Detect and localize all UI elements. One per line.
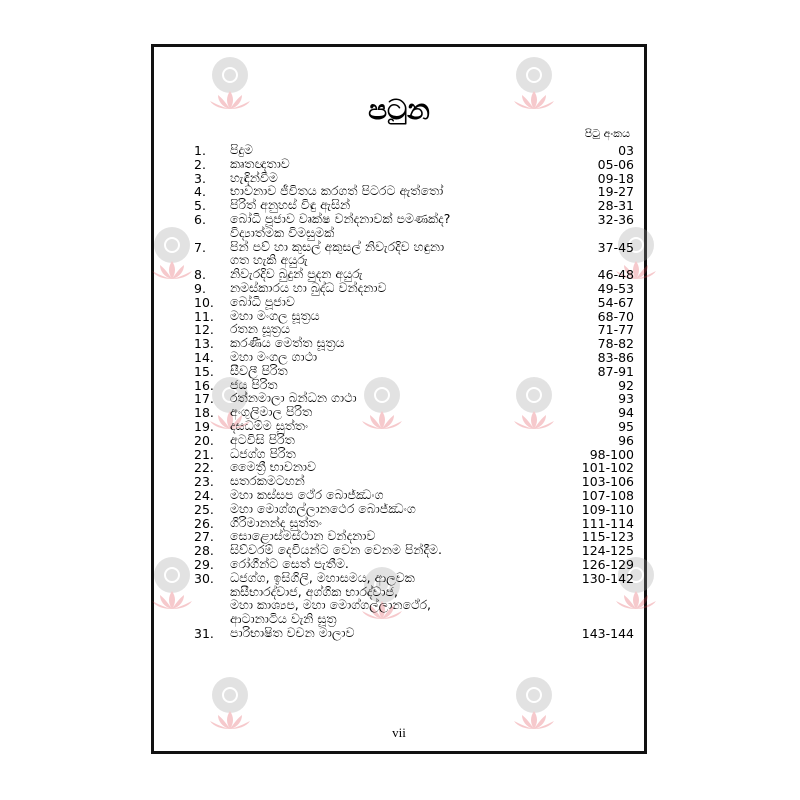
- toc-entry-title: පින් පව් හා කුසල් අකුසල් නිවැරදිව හඳුනා ගත හැකි අයුරු: [230, 238, 445, 268]
- toc-entry-page: 46-48: [597, 267, 634, 283]
- toc-entry-page: 71-77: [597, 322, 634, 338]
- toc-entry-number: 14.: [194, 349, 214, 365]
- toc-entry-page: 115-123: [581, 529, 634, 545]
- toc-entry-number: 16.: [194, 377, 214, 393]
- toc-entry: [194, 198, 634, 212]
- toc-entry-number: 17.: [194, 391, 214, 407]
- toc-entry-number: 13.: [194, 336, 214, 352]
- toc-entry-title: සීවලී පිරිත: [230, 362, 288, 378]
- toc-entry: [194, 447, 634, 461]
- toc-entry-page: 54-67: [597, 294, 634, 310]
- toc-entry-page: 96: [618, 432, 634, 448]
- toc-entry-page: 78-82: [597, 336, 634, 352]
- toc-entry-page: 111-114: [581, 515, 634, 531]
- toc-entry-number: 31.: [194, 625, 214, 641]
- toc-entry-number: 28.: [194, 543, 214, 559]
- toc-entry-number: 3.: [194, 170, 206, 186]
- toc-entry: [194, 240, 634, 268]
- toc-entry: [194, 571, 634, 626]
- toc-entry-title: රෝගීන්ට සෙත් පැතීම.: [230, 555, 349, 571]
- toc-entry-page: 92: [618, 377, 634, 393]
- toc-entry: [194, 143, 634, 157]
- toc-entry: [194, 212, 634, 240]
- toc-entry: [194, 405, 634, 419]
- watermark-logo-icon: [150, 227, 194, 283]
- toc-entry: [194, 350, 634, 364]
- toc-entry: [194, 502, 634, 516]
- toc-entry-page: 93: [618, 391, 634, 407]
- toc-entry-number: 4.: [194, 184, 206, 200]
- toc-entry-page: 03: [618, 143, 634, 158]
- page-title: පටුන: [368, 93, 430, 126]
- toc-entry-title: කෘතඥතාව: [230, 155, 290, 171]
- toc-entry: [194, 281, 634, 295]
- toc-entry-page: 68-70: [597, 308, 634, 324]
- toc-entry-page: 109-110: [581, 501, 634, 517]
- toc-entry-page: 19-27: [597, 184, 634, 200]
- toc-entry-title: පාරිභාෂිත වචන මාලාව: [230, 624, 355, 640]
- toc-entry: [194, 391, 634, 405]
- toc-entry-number: 30.: [194, 570, 214, 586]
- toc-entry-title: මෛත්‍රී භාවනාව: [230, 459, 316, 475]
- toc-entry: [194, 488, 634, 502]
- toc-entry-page: 103-106: [581, 474, 634, 490]
- toc-entry-page: 95: [618, 418, 634, 434]
- toc-entry-number: 7.: [194, 239, 206, 255]
- toc-entry-number: 20.: [194, 432, 214, 448]
- toc-entry-number: 24.: [194, 487, 214, 503]
- toc-entry-number: 10.: [194, 294, 214, 310]
- toc-entry-title: ධජග්ග, ඉසිගිලි, මහාසමය, ආලවක කසීභාරද්වාජ, අග්ගික භාරද්වාජ, මහා කාශ්‍යප, මහා මොග්ගල්ලානථේර, ආටානාටිය වැනි සූත්‍ර: [230, 569, 431, 627]
- toc-entry-page: 107-108: [581, 487, 634, 503]
- toc-entry-number: 12.: [194, 322, 214, 338]
- toc-entry: [194, 364, 634, 378]
- toc-entry: [194, 267, 634, 281]
- toc-entry-number: 5.: [194, 198, 206, 214]
- table-of-contents: [194, 143, 634, 640]
- toc-entry-number: 22.: [194, 460, 214, 476]
- toc-entry-page: 94: [618, 405, 634, 421]
- toc-entry-page: 37-45: [597, 239, 634, 255]
- toc-entry-title: රතන සූත්‍රය: [230, 321, 290, 337]
- watermark-logo-icon: [150, 557, 194, 613]
- toc-entry-number: 9.: [194, 280, 206, 296]
- page-number-column-header: පිටු අංකය: [584, 127, 630, 140]
- toc-entry-title: මහා මංගල ගාථා: [230, 348, 318, 364]
- toc-entry-title: බෝධි පූජාව: [230, 293, 295, 309]
- toc-entry-number: 21.: [194, 446, 214, 462]
- toc-entry-title: මහා මංගල සූත්‍රය: [230, 307, 320, 323]
- toc-entry-title: ධජග්ග පිරිත: [230, 445, 296, 461]
- toc-entry-number: 15.: [194, 363, 214, 379]
- toc-entry-page: 83-86: [597, 349, 634, 365]
- toc-entry-title: මහා කස්සප ථේර බොජ්ඣංග: [230, 486, 384, 502]
- toc-entry-title: සතරකමටහන්: [230, 473, 305, 489]
- toc-entry-title: නිවැරදිව බුදුන් පුදන අයුරු: [230, 266, 363, 282]
- toc-entry-page: 28-31: [597, 198, 634, 214]
- toc-entry-title: අටවිසි පිරිත: [230, 431, 295, 447]
- toc-entry-title: පිරිත් අනුහස් විඳු ඇසින්: [230, 197, 351, 213]
- toc-entry-page: 126-129: [581, 556, 634, 572]
- toc-entry-number: 23.: [194, 474, 214, 490]
- toc-entry: [194, 557, 634, 571]
- toc-entry-title: සිව්වරම් දෙවියන්ට වෙන වෙනම පින්දීම.: [230, 542, 442, 558]
- toc-entry-title: මහා මොග්ගල්ලානථෙර බොජ්ඣංග: [230, 500, 416, 516]
- toc-entry-page: 05-06: [597, 156, 634, 172]
- toc-entry: [194, 295, 634, 309]
- toc-entry-title: සොළොස්මස්ථාන වන්දනාව: [230, 528, 376, 544]
- toc-entry-number: 8.: [194, 267, 206, 283]
- book-page: [151, 44, 647, 754]
- toc-entry: [194, 309, 634, 323]
- toc-entry-title: කරණීය මෙත්ත සූත්‍රය: [230, 335, 345, 351]
- toc-entry-title: භාවනාව ජීවිතය කරගත් පිටරට ඇත්තෝ: [230, 183, 444, 199]
- toc-entry-number: 1.: [194, 143, 206, 158]
- toc-entry-number: 25.: [194, 501, 214, 517]
- toc-entry-page: 32-36: [597, 211, 634, 227]
- toc-entry-number: 11.: [194, 308, 214, 324]
- toc-entry-number: 27.: [194, 529, 214, 545]
- toc-entry-page: 87-91: [597, 363, 634, 379]
- toc-entry-number: 2.: [194, 156, 206, 172]
- toc-entry-title: දසධම්ම සුත්තං: [230, 417, 309, 433]
- toc-entry: [194, 157, 634, 171]
- toc-entry-title: ජය පිරිත: [230, 376, 278, 392]
- toc-entry-title: බෝධි පූජාව වෘක්ෂ වන්දනාවක් පමණක්ද? විද්‍යාත්මක විමසුමක්: [230, 210, 451, 240]
- toc-entry-number: 26.: [194, 515, 214, 531]
- toc-entry: [194, 433, 634, 447]
- toc-entry-page: 09-18: [597, 170, 634, 186]
- page-number-footer: vii: [392, 725, 406, 740]
- toc-entry-title: අංගුලිමාල පිරිත: [230, 404, 313, 420]
- toc-entry-page: 130-142: [581, 570, 634, 586]
- toc-entry: [194, 419, 634, 433]
- toc-entry-number: 19.: [194, 418, 214, 434]
- toc-entry: [194, 543, 634, 557]
- toc-entry-title: හැඳින්වීම: [230, 169, 278, 185]
- toc-entry: [194, 336, 634, 350]
- toc-entry: [194, 474, 634, 488]
- toc-entry-page: 124-125: [581, 543, 634, 559]
- toc-entry-number: 29.: [194, 556, 214, 572]
- toc-entry-title: රත්නමාලා බන්ධන ගාථා: [230, 390, 357, 406]
- toc-entry-page: 98-100: [589, 446, 634, 462]
- toc-entry-number: 6.: [194, 211, 206, 227]
- toc-entry-page: 101-102: [581, 460, 634, 476]
- toc-entry-page: 143-144: [581, 625, 634, 641]
- toc-entry-title: පිදුම: [230, 142, 254, 157]
- toc-entry: [194, 626, 634, 640]
- toc-entry-page: 49-53: [597, 280, 634, 296]
- toc-entry-title: ගිරිමානන්ද සුත්තං: [230, 514, 322, 530]
- toc-entry-title: නමස්කාරය හා බුද්ධ වන්දනාව: [230, 279, 387, 295]
- toc-entry-number: 18.: [194, 405, 214, 421]
